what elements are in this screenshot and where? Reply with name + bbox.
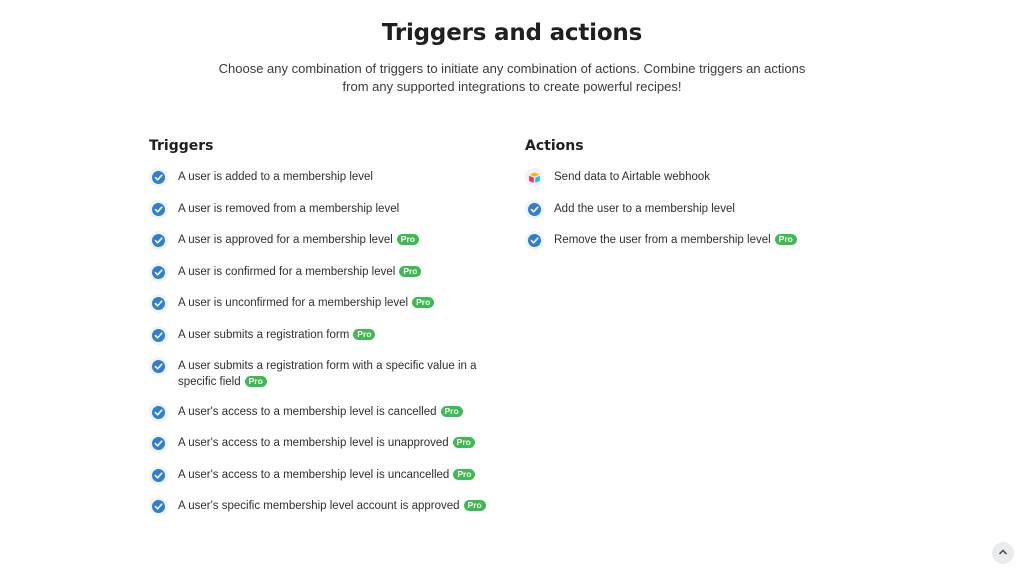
subtitle-line-2: from any supported integrations to create powerful recipes!: [342, 79, 682, 94]
membership-check-icon: [149, 326, 168, 345]
pro-badge: Pro: [453, 437, 475, 448]
membership-check-icon: [149, 466, 168, 485]
trigger-item: [149, 232, 509, 250]
item-label: [178, 467, 509, 483]
membership-check-icon: [149, 434, 168, 453]
item-label-text: A user is unconfirmed for a membership level: [178, 297, 409, 309]
pro-badge: Pro: [353, 329, 375, 340]
item-label: [178, 232, 509, 248]
page-title: Triggers and actions: [381, 20, 643, 46]
item-label: [178, 169, 509, 185]
item-label-text: A user's access to a membership level is uncancelled: [178, 468, 450, 481]
item-label: [554, 169, 845, 185]
trigger-item: [149, 169, 509, 187]
membership-check-icon: [149, 231, 168, 250]
item-label-text: Remove the user from a membership level: [554, 234, 771, 246]
item-label: [178, 404, 509, 420]
item-label-text: A user is approved for a membership level: [178, 234, 393, 246]
item-label-text: Send data to Airtable webhook: [554, 171, 711, 183]
pro-badge: Pro: [399, 266, 421, 277]
triggers-column: [149, 137, 509, 530]
item-label-text: Add the user to a membership level: [554, 202, 735, 215]
membership-check-icon: [149, 168, 168, 187]
action-item: [525, 169, 845, 187]
membership-check-icon: [149, 263, 168, 282]
pro-badge: Pro: [412, 297, 434, 308]
membership-check-icon: [149, 294, 168, 313]
trigger-item: [149, 467, 509, 485]
item-label-text: A user's access to a membership level is unapproved: [178, 437, 449, 449]
item-label-text: A user is added to a membership level: [178, 171, 373, 183]
trigger-item: [149, 327, 509, 345]
trigger-item: [149, 201, 509, 219]
item-label: [178, 201, 509, 217]
membership-check-icon: [149, 357, 168, 376]
membership-check-icon: [525, 200, 544, 219]
item-label: [178, 358, 509, 390]
item-label: [178, 435, 509, 451]
pro-badge: Pro: [453, 469, 475, 480]
actions-heading: Actions: [525, 138, 584, 154]
pro-badge: Pro: [397, 234, 419, 245]
trigger-item: [149, 358, 509, 390]
triggers-list: [149, 169, 509, 516]
item-label-text: A user submits a registration form: [178, 328, 350, 341]
item-label: [178, 264, 509, 280]
trigger-item: [149, 498, 509, 516]
action-item: [525, 232, 845, 250]
item-label-text: A user submits a registration form with a specific value in a specific field: [178, 360, 477, 388]
pro-badge: Pro: [775, 234, 797, 245]
item-label: [178, 498, 509, 514]
item-label-text: A user is removed from a membership level: [178, 202, 400, 215]
pro-badge: Pro: [245, 376, 267, 387]
membership-check-icon: [525, 231, 544, 250]
actions-column: [525, 137, 845, 264]
item-label: [178, 327, 509, 343]
actions-list: [525, 169, 845, 250]
scroll-to-top-button[interactable]: [992, 542, 1014, 564]
item-label: [554, 232, 845, 248]
item-label: [554, 201, 845, 217]
subtitle-line-1: Choose any combination of triggers to initiate any combination of actions. Combine triggers an actions: [218, 61, 806, 76]
pro-badge: Pro: [464, 500, 486, 511]
membership-check-icon: [149, 403, 168, 422]
chevron-up-icon: [998, 544, 1008, 562]
trigger-item: [149, 295, 509, 313]
pro-badge: Pro: [441, 406, 463, 417]
triggers-heading: Triggers: [149, 138, 214, 154]
trigger-item: [149, 264, 509, 282]
trigger-item: [149, 435, 509, 453]
item-label-text: A user is confirmed for a membership level: [178, 265, 396, 278]
trigger-item: [149, 404, 509, 422]
page-subtitle: [212, 60, 812, 96]
item-label-text: A user's access to a membership level is cancelled: [178, 405, 437, 418]
item-label: [178, 295, 509, 311]
item-label-text: A user's specific membership level account is approved: [178, 500, 460, 512]
membership-check-icon: [149, 497, 168, 516]
membership-check-icon: [149, 200, 168, 219]
action-item: [525, 201, 845, 219]
airtable-icon: [525, 168, 544, 187]
